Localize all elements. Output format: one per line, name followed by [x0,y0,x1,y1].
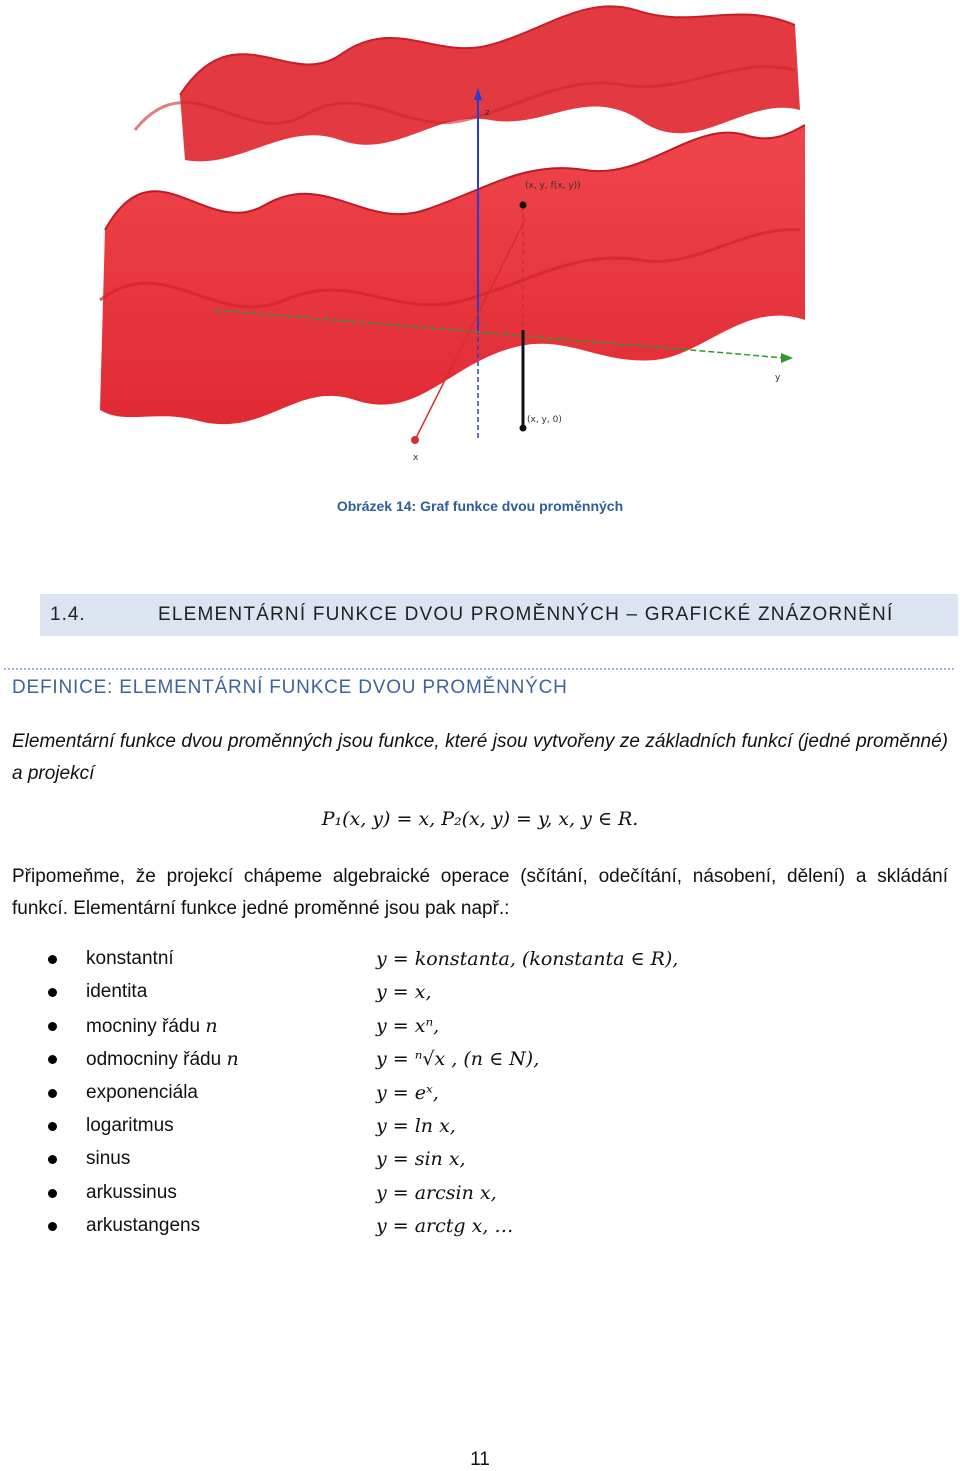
axis-x-label: x [413,453,419,463]
bullet-icon [48,988,57,997]
list-item [0,1178,960,1211]
list-item [0,1211,960,1244]
function-formula: y = xⁿ, [376,1014,440,1037]
list-item [0,1011,960,1044]
definition-border [4,668,954,670]
body-paragraph: Připomeňme, že projekcí chápeme algebraické operace (sčítání, odečítání, násobení, dělení) a skládání funkcí. Elementární funkce jedné proměnné jsou pak např.: [12,866,948,919]
function-formula: y = ⁿ√x , (n ∈ N), [376,1048,540,1071]
list-item [0,1078,960,1111]
section-number: 1.4. [50,604,86,625]
function-name: exponenciála [86,1081,198,1103]
list-item [0,944,960,977]
function-formula: y = arctg x, … [376,1215,514,1238]
section-title: ELEMENTÁRNÍ FUNKCE DVOU PROMĚNNÝCH – GRAFICKÉ ZNÁZORNĚNÍ [158,604,894,625]
point-plane-label: (x, y, 0) [527,415,562,425]
list-item [0,977,960,1010]
bullet-icon [48,1155,57,1164]
point-plane [520,425,527,432]
definition-title: DEFINICE: ELEMENTÁRNÍ FUNKCE DVOU PROMĚNNÝCH [12,677,568,698]
point-surface-label: (x, y, f(x, y)) [525,181,581,191]
bullet-icon [48,1055,57,1064]
function-name: logaritmus [86,1114,174,1136]
function-name: mocniny řádu n [86,1014,218,1037]
list-item [0,1144,960,1177]
list-item [0,1044,960,1077]
section-heading [40,594,958,636]
function-formula: y = sin x, [376,1148,466,1171]
function-name: arkussinus [86,1181,177,1203]
surface-front [100,125,805,424]
function-name: identita [86,981,148,1003]
function-formula: y = x, [376,981,432,1004]
bullet-icon [48,1022,57,1031]
bullet-icon [48,1089,57,1098]
function-formula: y = eˣ, [376,1081,439,1104]
function-name: sinus [86,1148,131,1170]
function-formula: y = konstanta, (konstanta ∈ R), [376,948,679,970]
function-list [0,944,960,1245]
list-item [0,1111,960,1144]
bullet-icon [48,1222,57,1231]
surface-figure [95,0,805,475]
function-name: konstantní [86,948,174,969]
projection-formula: P₁(x, y) = x, P₂(x, y) = y, x, y ∈ R. [321,808,639,830]
axis-z-label: z [485,108,490,118]
definition-text: Elementární funkce dvou proměnných jsou funkce, které jsou vytvořeny ze základních funkcí (jedné proměnné) a projekcí [12,731,948,784]
bullet-icon [48,1122,57,1131]
point-surface [520,202,527,209]
function-formula: y = ln x, [376,1114,456,1137]
page-number: 11 [470,1449,490,1470]
bullet-icon [48,955,57,964]
function-name: odmocniny řádu n [86,1048,239,1071]
function-name: arkustangens [86,1215,201,1237]
bullet-icon [48,1189,57,1198]
surface-graph [95,0,805,475]
function-formula: y = arcsin x, [376,1181,497,1204]
axis-y-label: y [775,373,781,383]
figure-caption: Obrázek 14: Graf funkce dvou proměnných [336,498,624,514]
